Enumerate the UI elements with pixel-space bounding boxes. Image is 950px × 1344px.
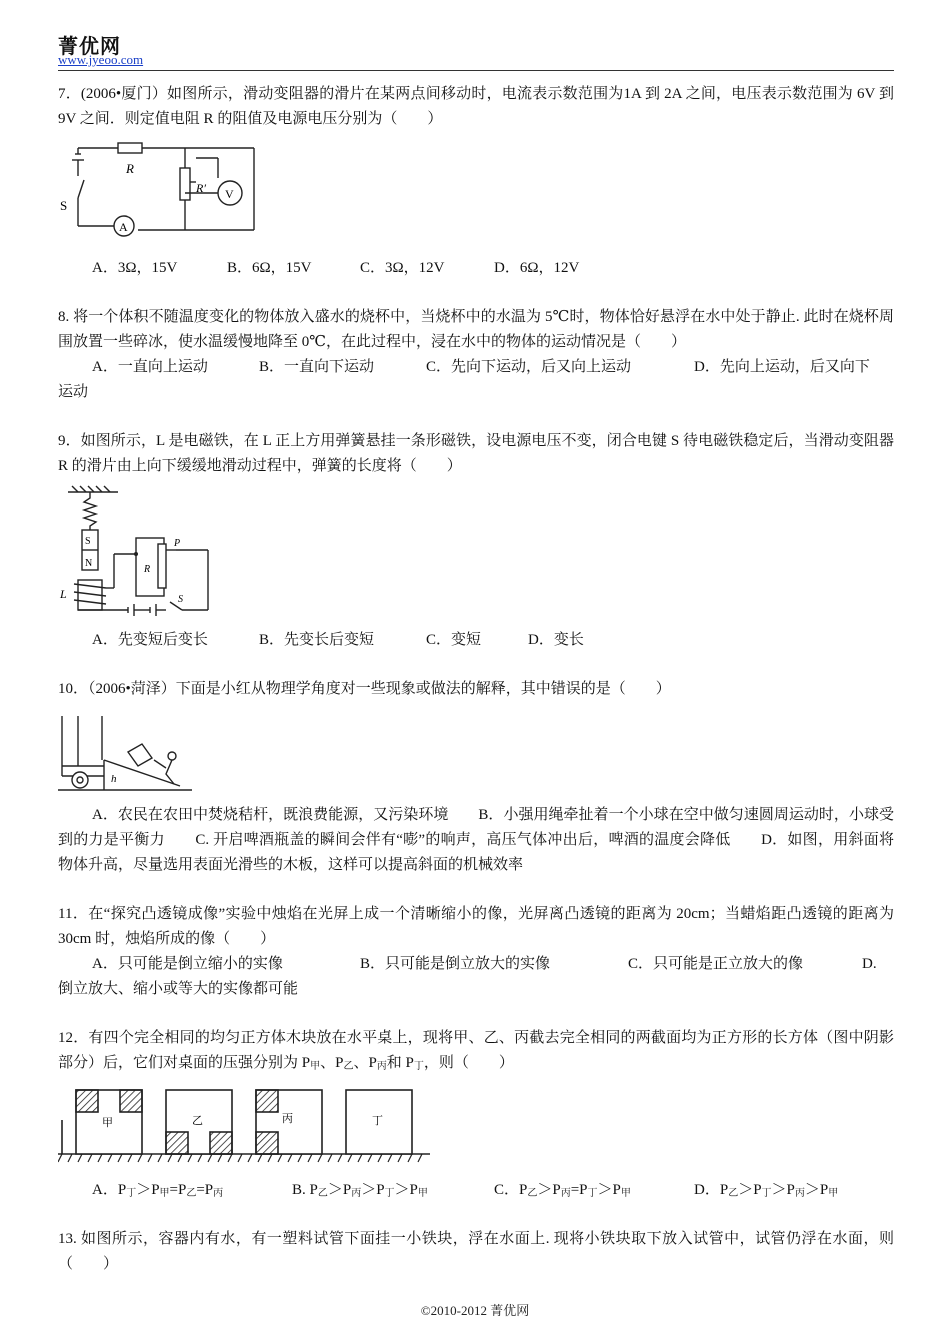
- q10-incline-diagram: [58, 712, 198, 796]
- q7-label-rprime: R′: [196, 181, 206, 195]
- q12-label-jia: 甲: [102, 1116, 113, 1129]
- q7-option-c: C．3Ω，12V: [360, 260, 445, 276]
- q7-label-s: S: [60, 198, 68, 213]
- q12-text: 12．有四个完全相同的均匀正方体木块放在水平桌上，现将甲、乙、丙截去完全相同的两截面均为正方形的长方体（图中阴影部分）后，它们对桌面的压强分别为 $P_甲$、$P_乙$、$P_丙$和 $P_丁$，则（ ）: [58, 1030, 894, 1072]
- q7-text: 7．(2006•厦门）如图所示，滑动变阻器的滑片在某两点间移动时，电流表示数范围为1A 到 2A 之间，电压表示数范围为 6V 到 9V 之间．则定值电阻 R 的阻值及电源电压分别为（ ）: [58, 86, 894, 127]
- q7-option-a: A．3Ω，15V: [92, 260, 178, 276]
- q7-circuit-diagram: [58, 138, 258, 242]
- q9-label-l: L: [60, 587, 67, 601]
- q7-option-d: D．6Ω，12V: [494, 260, 580, 276]
- q10-options: A．农民在农田中焚烧秸杆，既浪费能源，又污染环境 B．小强用绳牵扯着一个小球在空中做匀速圆周运动时，小球受到的力是平衡力 C. 开启啤酒瓶盖的瞬间会伴有“嘭”的响声，高压气体冲出后，啤酒的温度会降低 D．如图，用斜面将物体升高，尽量选用表面光滑些的木板，这样可以提高斜面的机械效率: [58, 807, 894, 873]
- q12-option-c: C．$P_乙>P_丙=P_丁>P_甲$: [494, 1182, 631, 1199]
- q9-label-s: S: [178, 594, 183, 605]
- q12-label-yi: 乙: [192, 1114, 203, 1127]
- q8-option-c: C．先向下运动，后又向上运动: [426, 359, 632, 375]
- q9-label-s-pole: S: [85, 536, 91, 547]
- q8-option-d: D．先向上运动，后又向下: [694, 359, 870, 375]
- q8-text: 8. 将一个体积不随温度变化的物体放入盛水的烧杯中，当烧杯中的水温为 5℃时，物体恰好悬浮在水中处于静止. 此时在烧杯周围放置一些碎冰，使水温缓慢地降至 0℃，在此过程中，浸在水中的物体的运动情况是（ ）: [58, 309, 894, 350]
- q12-blocks-diagram: [58, 1082, 430, 1168]
- q11-option-d: D.: [862, 956, 877, 972]
- q10-text: 10．（2006•菏泽）下面是小红从物理学角度对一些现象或做法的解释，其中错误的是（ ）: [58, 681, 671, 697]
- q7-label-v: V: [225, 187, 234, 201]
- q10-label-h: h: [111, 773, 117, 785]
- site-url-link[interactable]: www.jyeoo.com: [58, 52, 144, 67]
- page-footer: ©2010-2012 菁优网: [420, 1303, 530, 1318]
- q11-option-d-tail: 倒立放大、缩小或等大的实像都可能: [58, 981, 299, 997]
- q12-option-a: A．$P_丁>P_甲=P_乙=P_丙$: [92, 1182, 224, 1199]
- page-header: [58, 30, 894, 71]
- q12-label-bing: 丙: [282, 1112, 293, 1125]
- q11-text: 11．在“探究凸透镜成像”实验中烛焰在光屏上成一个清晰缩小的像，光屏离凸透镜的距离为 20cm；当蜡焰距凸透镜的距离为 30cm 时，烛焰所成的像（ ）: [58, 906, 894, 947]
- q9-label-p: P: [174, 538, 181, 549]
- q12-option-b: B. $P_乙>P_丙>P_丁>P_甲$: [292, 1182, 428, 1199]
- q8-option-d-tail: 运动: [58, 384, 89, 400]
- q12-label-ding: 丁: [372, 1114, 383, 1127]
- q9-option-c: C．变短: [426, 632, 482, 648]
- q11-option-b: B．只可能是倒立放大的实像: [360, 956, 551, 972]
- q8-option-a: A．一直向上运动: [92, 359, 208, 375]
- q12-option-d: D．$P_乙>P_丁>P_丙>P_甲$: [694, 1182, 839, 1199]
- q9-option-a: A．先变短后变长: [92, 632, 208, 648]
- q13-text: 13. 如图所示，容器内有水，有一塑料试管下面挂一小铁块，浮在水面上. 现将小铁块取下放入试管中，试管仍浮在水面，则（ ）: [58, 1231, 894, 1272]
- q9-electromagnet-diagram: [58, 484, 218, 618]
- q8-option-b: B．一直向下运动: [259, 359, 375, 375]
- q9-option-d: D．变长: [528, 632, 584, 648]
- q9-label-n-pole: N: [85, 558, 93, 569]
- q7-label-a: A: [119, 220, 128, 234]
- q11-option-a: A．只可能是倒立缩小的实像: [92, 956, 283, 972]
- q9-text: 9．如图所示，L 是电磁铁，在 L 正上方用弹簧悬挂一条形磁铁，设电源电压不变，闭合电键 S 待电磁铁稳定后，当滑动变阻器 R 的滑片由上向下缓缓地滑动过程中，弹簧的长度将（ ）: [58, 433, 894, 474]
- q11-option-c: C．只可能是正立放大的像: [628, 956, 804, 972]
- site-logo: 菁优网: [58, 34, 121, 58]
- q9-option-b: B．先变长后变短: [259, 632, 375, 648]
- q7-label-r: R: [126, 161, 134, 176]
- q7-option-b: B．6Ω，15V: [227, 260, 312, 276]
- q9-label-r: R: [144, 564, 151, 575]
